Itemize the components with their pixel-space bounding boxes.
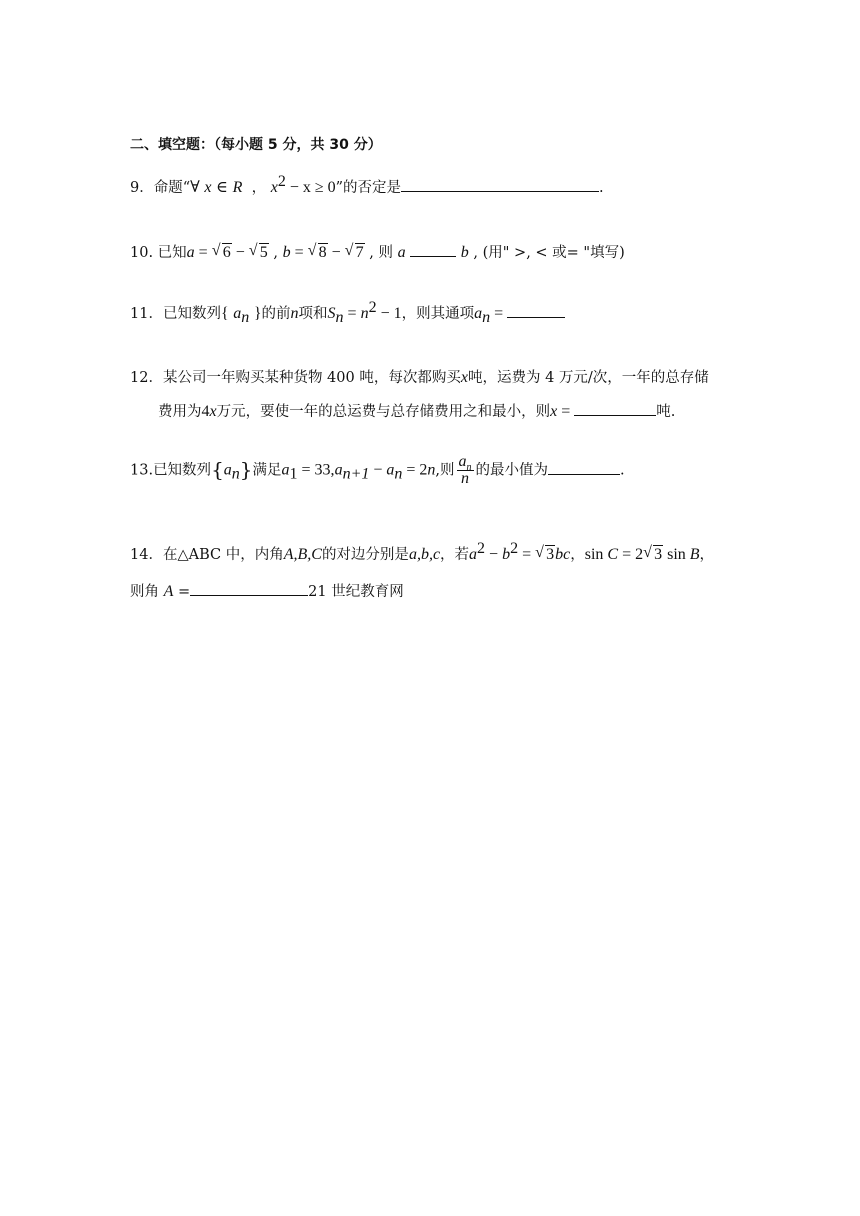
q10-number: 10.	[130, 245, 154, 261]
q12-line1: 某公司一年购买某种货物 400 吨，每次都购买	[162, 370, 461, 386]
q13-an: a	[386, 461, 395, 479]
q13-an1: a	[334, 461, 343, 479]
q14-b-exp: 2	[510, 540, 519, 558]
q14-watermark: 21 世纪教育网	[308, 584, 404, 600]
q10-sqrt-7: √ 7	[345, 244, 365, 262]
q11-S: S	[327, 305, 336, 322]
question-14-line-2	[130, 580, 404, 601]
q11-seq-sub: n	[241, 308, 250, 326]
q11-seq-a: a	[233, 305, 242, 322]
q11-answer-blank	[507, 316, 565, 318]
question-12-line-2	[158, 400, 675, 421]
q13-eq2: = 2	[402, 461, 428, 479]
q13-a1-sub: 1	[289, 465, 298, 483]
section-title: 二、填空题：（每小题 5 分，共 30 分）	[130, 137, 382, 153]
q10-sqrt-6: √ 6	[212, 244, 232, 262]
q9-text-b: ”的否定是	[335, 180, 402, 196]
q10-minus2: −	[327, 244, 345, 261]
question-10	[130, 241, 625, 262]
q11-S-sub: n	[335, 308, 344, 326]
q12-x-var: x	[209, 403, 217, 420]
q14-comma: ，	[570, 547, 585, 563]
q14-sqrt-3: √ 3	[535, 546, 555, 564]
q9-x: x	[204, 179, 212, 196]
q11-text-c: 项和	[298, 306, 328, 322]
q14-angles: A,B,C	[283, 546, 322, 563]
q11-minus-one: − 1	[376, 305, 402, 322]
q13-text-d: 的最小值为	[475, 462, 549, 479]
q12-line2-a: 费用为	[158, 404, 202, 420]
q13-fraction: $\frac{a_n}{n}$	[458, 453, 472, 487]
q10-tail: , (用" >, < 或= "填写)	[468, 245, 625, 261]
q10-sqrt-5: √ 5	[249, 244, 269, 262]
q10-a: a	[186, 244, 195, 261]
q9-end: .	[599, 180, 604, 196]
q10-comma1: ,	[268, 245, 283, 261]
q10-b2: b	[460, 244, 469, 261]
q14-text-c: ，若	[440, 547, 470, 563]
q14-answer-blank	[190, 594, 308, 596]
q11-eq2: =	[490, 305, 508, 322]
q11-number: 11．	[130, 306, 163, 322]
question-13	[130, 454, 625, 487]
q12-x2: x	[550, 403, 558, 420]
q14-B: B	[689, 546, 700, 563]
q11-eq: =	[343, 305, 361, 322]
q11-an: a	[474, 305, 483, 322]
q9-number: 9．	[130, 180, 154, 196]
q11-text-a: 已知数列	[162, 306, 221, 322]
q9-in: ∈	[216, 179, 228, 196]
q9-text-a: 命题“	[153, 180, 191, 196]
q9-R: R	[232, 179, 243, 196]
question-11	[130, 299, 565, 326]
q10-text-a: 已知	[157, 245, 187, 261]
q14-sides: a,b,c	[408, 546, 441, 563]
q11-text-b: 的前	[261, 306, 291, 322]
q9-forall: ∀	[190, 179, 200, 196]
q11-n: n	[290, 305, 299, 322]
q14-sin1: sin	[584, 546, 608, 563]
q9-answer-blank-2	[515, 190, 531, 192]
q10-sqrt-8: √ 8	[308, 244, 328, 262]
q9-answer-blank-1	[401, 190, 515, 192]
q14-A: A	[163, 583, 174, 600]
q10-a2: a	[397, 244, 406, 261]
q14-line2-eq: =	[173, 584, 191, 600]
q14-minus: −	[485, 546, 503, 563]
q11-brace-open: {	[220, 305, 229, 322]
q13-minus: −	[369, 461, 387, 479]
q13-number: 13.	[130, 462, 154, 479]
q9-sep: ，	[251, 180, 267, 196]
q14-eq2: = 2	[618, 546, 644, 563]
q10-answer-blank	[410, 255, 456, 257]
q13-eq1: = 33,	[297, 461, 335, 479]
q10-comma2: , 则	[364, 245, 398, 261]
q13-text-a: 已知数列	[153, 462, 212, 479]
q14-sqrt-3b: √ 3	[643, 546, 663, 564]
q13-brace-close: }	[239, 457, 253, 482]
question-9	[130, 173, 604, 197]
q13-brace-open: {	[211, 457, 224, 482]
q13-seq-sub: n	[231, 465, 240, 483]
q14-b: b	[502, 546, 511, 563]
q12-x: x	[460, 369, 468, 386]
q13-an-sub: n	[394, 465, 403, 483]
q9-exp: 2	[277, 173, 286, 191]
q13-end: .	[620, 462, 625, 479]
q14-a: a	[469, 546, 478, 563]
q12-number: 12．	[130, 370, 163, 386]
q10-minus1: −	[231, 244, 249, 261]
q13-an1-sub: n+1	[342, 465, 370, 483]
q14-line2-a: 则角	[130, 584, 164, 600]
q14-text-a: 在△ABC 中，内角	[162, 547, 284, 563]
q13-n: n	[427, 461, 436, 479]
q12-4: 4	[201, 403, 210, 420]
q9-answer-blank-3	[531, 190, 599, 192]
q12-answer-blank	[574, 414, 656, 416]
q14-eq: =	[518, 546, 536, 563]
q9-x2: x	[270, 179, 278, 196]
question-14-line-1	[130, 540, 715, 564]
q14-C: C	[607, 546, 619, 563]
q13-answer-blank	[548, 473, 620, 475]
q14-text-b: 的对边分别是	[321, 547, 409, 563]
q11-brace-close: }	[253, 305, 262, 322]
q12-unit: 吨.	[656, 404, 676, 420]
q11-n2: n	[360, 305, 369, 322]
q14-a-exp: 2	[477, 540, 486, 558]
q9-expr-rest: − x ≥ 0	[285, 179, 336, 196]
q13-a1: a	[281, 461, 290, 479]
q13-text-b: 满足	[252, 462, 282, 479]
q13-seq-a: a	[223, 461, 232, 479]
q13-text-c: ,则	[435, 462, 455, 479]
question-12-line-1	[130, 366, 709, 387]
q10-eq2: =	[290, 244, 308, 261]
q10-b: b	[282, 244, 291, 261]
q12-line1-b: 吨，运费为 4 万元/次，一年的总存储	[467, 370, 709, 386]
q11-n2-exp: 2	[368, 299, 377, 317]
q14-number: 14．	[130, 547, 163, 563]
q14-bc: bc	[555, 546, 571, 563]
q12-eq: =	[557, 403, 575, 420]
q11-text-d: ，则其通项	[401, 306, 475, 322]
q11-an-sub: n	[482, 308, 491, 326]
q14-sin2: sin	[663, 546, 690, 563]
q14-end: ，	[699, 547, 715, 563]
q12-line2-b: 万元，要使一年的总运费与总存储费用之和最小，则	[216, 404, 551, 420]
q10-eq1: =	[194, 244, 212, 261]
